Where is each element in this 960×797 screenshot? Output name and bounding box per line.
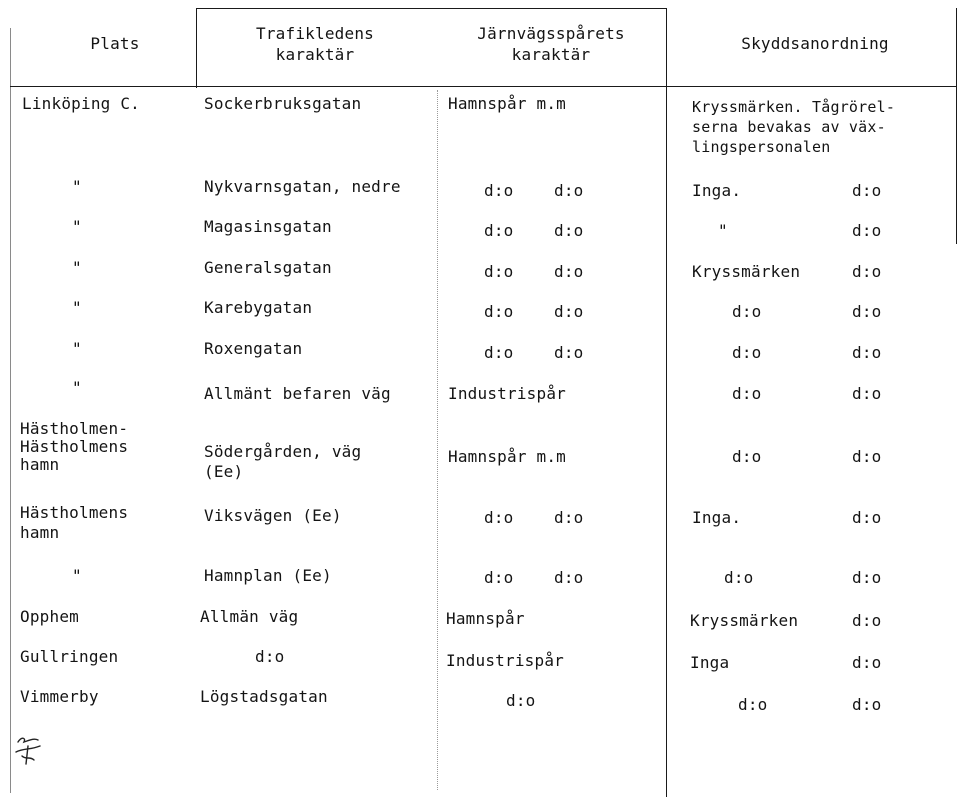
row-9-plats: " — [72, 566, 82, 585]
row-8-skydd1: Inga. — [692, 508, 742, 527]
row-6-skydd2: d:o — [852, 384, 882, 403]
row-9-trafikled: Hamnplan (Ee) — [204, 566, 332, 585]
row-0-spar1: Hamnspår m.m — [448, 94, 566, 113]
row-7-skydd2: d:o — [852, 447, 882, 466]
row-6-plats: " — [72, 378, 82, 397]
row-2-spar2: d:o — [554, 221, 584, 240]
header-bottom-rule — [10, 86, 956, 87]
row-1-spar1: d:o — [484, 181, 514, 200]
row-1-skydd2: d:o — [852, 181, 882, 200]
row-9-skydd2: d:o — [852, 568, 882, 587]
row-5-trafikled: Roxengatan — [204, 339, 303, 358]
row-3-spar1: d:o — [484, 262, 514, 281]
row-0-plats: Linköping C. — [22, 94, 140, 113]
header-plats: Plats — [90, 34, 140, 53]
row-1-spar2: d:o — [554, 181, 584, 200]
row-11-skydd2: d:o — [852, 653, 882, 672]
row-8-skydd2: d:o — [852, 508, 882, 527]
row-11-plats: Gullringen — [20, 647, 119, 666]
row-7-spar1: Hamnspår m.m — [448, 447, 566, 466]
row-6-trafikled: Allmänt befaren väg — [204, 384, 391, 403]
row-4-skydd2: d:o — [852, 302, 882, 321]
row-10-plats: Opphem — [20, 607, 79, 626]
row-12-plats: Vimmerby — [20, 687, 99, 706]
row-4-skydd1: d:o — [732, 302, 762, 321]
row-10-skydd1: Kryssmärken — [690, 611, 799, 630]
row-11-skydd1: Inga — [690, 653, 730, 672]
row-5-spar2: d:o — [554, 343, 584, 362]
row-9-skydd1: d:o — [724, 568, 754, 587]
row-8-plats: Hästholmens hamn — [20, 503, 129, 542]
row-5-skydd2: d:o — [852, 343, 882, 362]
row-2-trafikled: Magasinsgatan — [204, 217, 332, 236]
right-rule — [956, 8, 957, 244]
row-3-plats: " — [72, 258, 82, 277]
row-3-trafikled: Generalsgatan — [204, 258, 332, 277]
row-8-spar1: d:o — [484, 508, 514, 527]
row-5-plats: " — [72, 339, 82, 358]
header-trafikled: Trafikledens karaktär — [256, 24, 374, 64]
handwritten-initials-mark — [12, 730, 52, 770]
row-3-spar2: d:o — [554, 262, 584, 281]
row-7-skydd1: d:o — [732, 447, 762, 466]
row-2-skydd1: " — [718, 221, 728, 240]
row-10-trafikled: Allmän väg — [200, 607, 299, 626]
row-1-plats: " — [72, 177, 82, 196]
left-margin-rule — [10, 28, 11, 793]
row-5-skydd1: d:o — [732, 343, 762, 362]
row-1-trafikled: Nykvarnsgatan, nedre — [204, 177, 401, 196]
row-10-skydd2: d:o — [852, 611, 882, 630]
column-rule-2-dotted — [437, 90, 439, 790]
row-9-spar2: d:o — [554, 568, 584, 587]
row-10-spar1: Hamnspår — [446, 609, 525, 628]
header-jarnvag: Järnvägsspårets karaktär — [477, 24, 625, 64]
row-11-spar1: Industrispår — [446, 651, 564, 670]
row-12-trafikled: Lögstadsgatan — [200, 687, 328, 706]
row-1-skydd1: Inga. — [692, 181, 742, 200]
row-4-plats: " — [72, 298, 82, 317]
row-12-spar1: d:o — [506, 691, 536, 710]
row-0-skydd1: Kryssmärken. Tågrörel- serna bevakas av väx- lingspersonalen — [692, 98, 896, 156]
row-2-plats: " — [72, 217, 82, 236]
row-3-skydd1: Kryssmärken — [692, 262, 801, 281]
header-skydd: Skyddsanordning — [741, 34, 889, 53]
row-2-spar1: d:o — [484, 221, 514, 240]
row-8-trafikled: Viksvägen (Ee) — [204, 506, 342, 525]
row-5-spar1: d:o — [484, 343, 514, 362]
row-3-skydd2: d:o — [852, 262, 882, 281]
row-6-spar1: Industrispår — [448, 384, 566, 403]
row-4-spar1: d:o — [484, 302, 514, 321]
row-8-spar2: d:o — [554, 508, 584, 527]
row-4-spar2: d:o — [554, 302, 584, 321]
row-9-spar1: d:o — [484, 568, 514, 587]
row-11-trafikled: d:o — [255, 647, 285, 666]
row-4-trafikled: Karebygatan — [204, 298, 313, 317]
header-top-rule — [196, 8, 666, 9]
row-7-plats: Hästholmen- Hästholmens hamn — [20, 419, 129, 474]
row-12-skydd1: d:o — [738, 695, 768, 714]
row-0-trafikled: Sockerbruksgatan — [204, 94, 362, 113]
row-2-skydd2: d:o — [852, 221, 882, 240]
column-rule-3 — [666, 8, 667, 797]
column-rule-1 — [196, 8, 197, 88]
row-12-skydd2: d:o — [852, 695, 882, 714]
row-6-skydd1: d:o — [732, 384, 762, 403]
row-7-trafikled: Södergården, väg (Ee) — [204, 442, 362, 481]
